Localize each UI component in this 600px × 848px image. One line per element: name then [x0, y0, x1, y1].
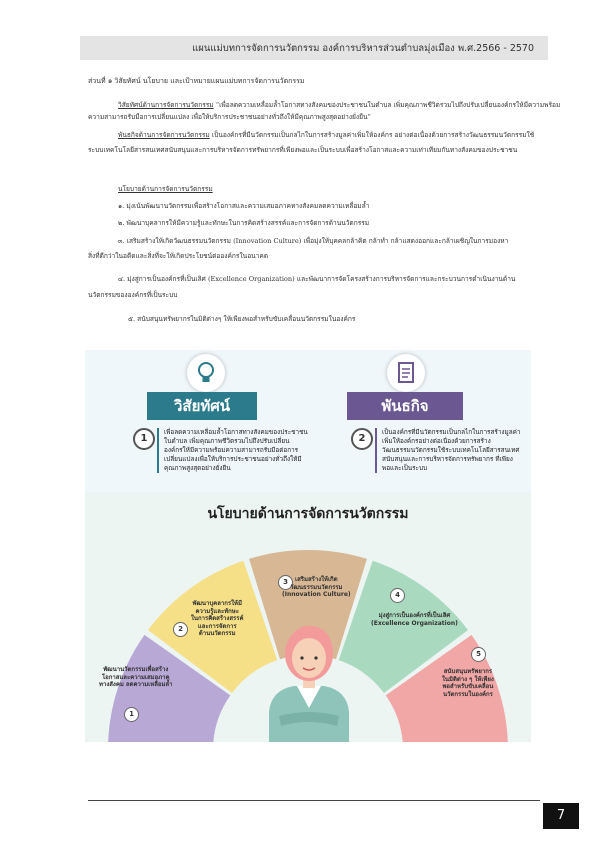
vision-line1: “เพื่อลดความเหลื่อมล้ำโอกาสทางสังคมของประชาชนในตำบล เพิ่มคุณภาพชีวิตรวมไปถึงปรับเปลี่ยนองค์กรให้มีความพร้อม: [215, 101, 561, 109]
vision-text-line: คุณภาพสูงสุดอย่างยั่งยืน: [164, 464, 231, 472]
segment-line: ในมิติต่าง ๆ ให้เพียง: [442, 675, 494, 683]
vision-label: วิสัยทัศน์ด้านการจัดการนวัตกรรม: [118, 101, 214, 109]
vision-text-line: ในตำบล เพิ่มคุณภาพชีวิตรวมไปถึงปรับเปลี่ยน: [164, 437, 290, 445]
policy-num-4: 4: [390, 588, 405, 603]
policy-infographic: [85, 350, 531, 742]
vision-text-line: เปลี่ยนแปลงเพื่อให้บริการประชาชนอย่างทั่วถึงให้มี: [164, 455, 302, 463]
segment-line: และการจัดการ: [197, 622, 237, 630]
mission-paragraph-line1: [118, 130, 534, 141]
policy-item-3-cont: สิ่งที่ดีกว่าในอดีตและสิ่งที่จะให้เกิดประโยชน์ต่อองค์กรในอนาคต: [88, 252, 269, 260]
policy-label: นโยบายด้านการจัดการนวัตกรรม: [118, 185, 213, 193]
policy-segment-1-label: [99, 666, 172, 689]
policy-num-3: 3: [278, 575, 293, 590]
segment-line: ด้านนวัตกรรม: [198, 630, 236, 637]
vision-text-line: เพื่อลดความเหลื่อมล้ำโอกาสทางสังคมของประชาชน: [164, 428, 308, 436]
policy-item-4: ๔. มุ่งสู่การเป็นองค์กรที่เป็นเลิศ (Excellence Organization) และพัฒนาการจัดโครงสร้างการบริหารจัดการและกระบวนการดำเนินงานด้าน: [118, 275, 516, 283]
segment-line: สนับสนุนทรัพยากร: [443, 668, 493, 675]
section-heading: ส่วนที่ ๑ วิสัยทัศน์ นโยบาย และเป้าหมายแผนแม่บทการจัดการนวัตกรรม: [88, 77, 305, 85]
mission-text-line: พอและเป็นระบบ: [382, 464, 428, 472]
footer-rule: [88, 800, 540, 801]
mission-line2: ระบบเทคโนโลยีสารสนเทศสนับสนุนและการบริหารจัดการทรัพยากรที่เพียงพอและเป็นระบบเพื่อสร้างโอกาสและความเท่าเทียมกันทางสังคมของประชาชน: [88, 146, 518, 154]
segment-line: มุ่งสู่การเป็นองค์กรที่เป็นเลิศ: [378, 612, 451, 619]
policy-item-1: ๑. มุ่งเน้นพัฒนานวัตกรรมเพื่อสร้างโอกาสและความเสมอภาคทางสังคมลดความเหลื่อมล้ำ: [118, 202, 370, 210]
segment-line: วัฒนธรรมนวัตกรรม: [290, 583, 343, 591]
mission-text-line: สนับสนุนและการบริหารจัดการทรัพยากร ที่เพียง: [382, 455, 513, 463]
mission-text-line: เพิ่มให้องค์กรอย่างต่อเนื่องด้วยการสร้าง: [382, 437, 491, 445]
segment-line: (Excellence Organization): [371, 619, 458, 627]
segment-line: (Innovation Culture): [282, 591, 351, 598]
segment-line: พัฒนาบุคลากรให้มี: [192, 600, 242, 607]
mission-line1: เป็นองค์กรที่มีนวัตกรรมเป็นกลไกในการสร้างมูลค่าเพิ่มให้องค์กร อย่างต่อเนื่องด้วยการสร้างวัฒนธรรมนวัตกรรมใช้: [211, 131, 535, 139]
running-header-title: แผนแม่บทการจัดการนวัตกรรม องค์การบริหารส่วนตำบลมุ่งเมือง พ.ศ.2566 - 2570: [192, 43, 534, 54]
segment-line: ในการคิดสร้างสรรค์: [191, 615, 244, 622]
policy-segment-2-label: [191, 600, 243, 638]
policy-item-2: ๒. พัฒนาบุคลากรให้มีความรู้และทักษะในการคิดสร้างสรรค์และการจัดการด้านนวัตกรรม: [118, 219, 370, 227]
vision-number: 1: [133, 428, 155, 450]
segment-line: ทางสังคม ลดความเหลื่อมล้ำ: [99, 681, 173, 688]
segment-line: เสริมสร้างให้เกิด: [295, 576, 338, 583]
person-illustration: [249, 612, 369, 742]
segment-line: นวัตกรรมในองค์กร: [442, 690, 493, 698]
policy-segment-5-label: [442, 668, 494, 698]
segment-line: พัฒนานวัตกรรมเพื่อสร้าง: [103, 666, 169, 673]
segment-line: โอกาสและความเสมอภาค: [101, 673, 170, 681]
mission-text-line: วัฒนธรรมนวัตกรรมใช้ระบบเทคโนโลยีสารสนเทศ: [382, 446, 520, 454]
policy-segment-4-label: [371, 612, 458, 627]
policy-item-5: ๕. สนับสนุนทรัพยากรในมิติต่างๆ ให้เพียงพอสำหรับขับเคลื่อนนวัตกรรมในองค์กร: [128, 315, 356, 323]
policy-num-2: 2: [173, 622, 188, 637]
page-number: 7: [543, 803, 579, 829]
policy-segment-3-label: [282, 576, 351, 599]
mission-number: 2: [351, 428, 373, 450]
mission-ribbon: พันธกิจ: [347, 392, 463, 420]
segment-line: พอสำหรับขับเคลื่อน: [442, 683, 494, 690]
vision-text-line: องค์กรให้มีความพร้อมความสามารถรับมือต่อการ: [164, 446, 299, 454]
running-header: [80, 36, 548, 60]
mission-text-line: เป็นองค์กรที่มีนวัตกรรมเป็นกลไกในการสร้างมูลค่า: [382, 428, 521, 436]
policy-title: นโยบายด้านการจัดการนวัตกรรม: [207, 506, 409, 522]
policy-item-3: ๓. เสริมสร้างให้เกิดวัฒนธรรมนวัตกรรม (Innovation Culture) เพื่อมุ่งให้บุคคลกล้าคิด กล้าทำ กล้าแสดงออกและกล้าเผชิญในการมองหา: [118, 237, 509, 245]
segment-line: ความรู้และทักษะ: [195, 607, 239, 615]
vision-line2: ความสามารถรับมือการเปลี่ยนแปลง เพื่อให้บริการประชาชนอย่างทั่วถึงให้มีคุณภาพสูงสุดอย่างยั่งยืน”: [88, 113, 371, 121]
vision-ribbon: วิสัยทัศน์: [147, 392, 257, 420]
vision-paragraph-line1: [118, 100, 560, 111]
policy-num-1: 1: [124, 707, 139, 722]
policy-num-5: 5: [471, 647, 486, 662]
mission-label: พันธกิจด้านการจัดการนวัตกรรม: [118, 131, 210, 139]
policy-item-4-cont: นวัตกรรมขององค์กรที่เป็นระบบ: [88, 291, 178, 299]
